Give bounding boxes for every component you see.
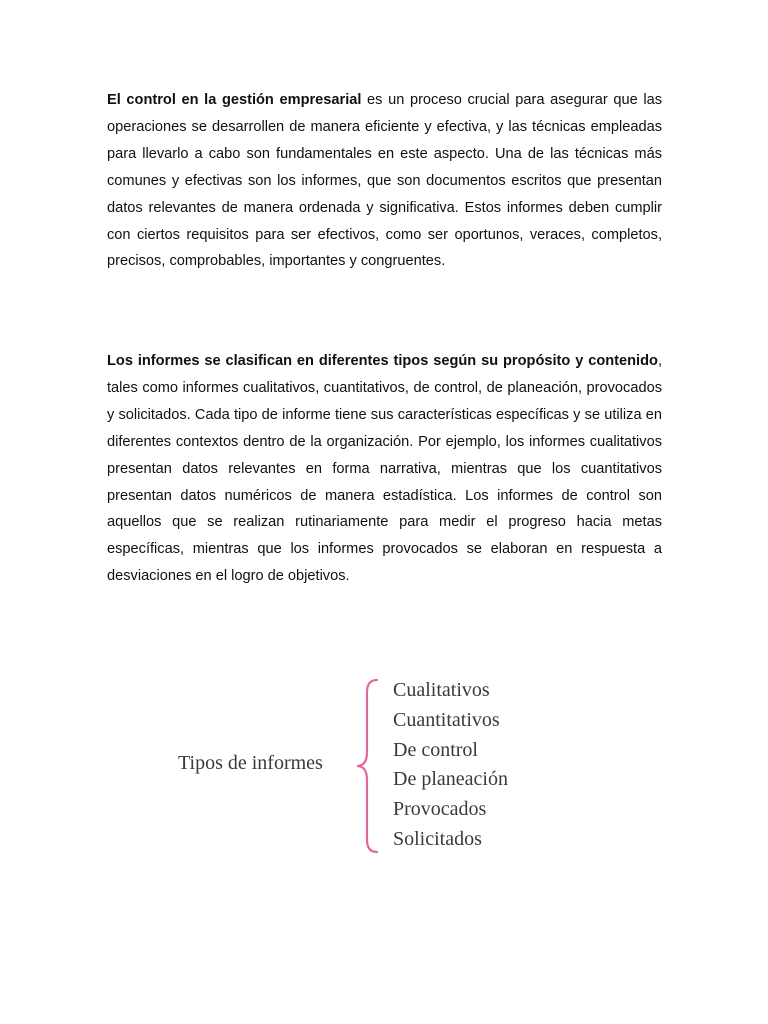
diagram-item-list xyxy=(393,676,508,855)
paragraph-control-gestion xyxy=(107,87,662,275)
paragraph-lead-bold: El control en la gestión empresarial xyxy=(107,92,362,108)
diagram-item-provocados: Provocados xyxy=(393,798,487,821)
diagram-item-de-planeacion: De planeación xyxy=(393,768,508,791)
curly-brace-icon xyxy=(353,678,383,854)
diagram-item-cualitativos: Cualitativos xyxy=(393,679,490,701)
tipos-informes-diagram xyxy=(150,670,570,860)
paragraph-body: , tales como informes cualitativos, cuantitativos, de control, de planeación, provocados y solicitados. Cada tipo de informe tiene sus características específicas y se utiliza en diferentes contextos dentro de la organización. Por ejemplo, los informes cualitativos presentan datos relevantes en forma narrativa, mientras que los cuantitativos presentan datos numéricos de manera estadística. Los informes de control son aquellos que se realizan rutinariamente para medir el progreso hacia metas específicas, mientras que los informes provocados se elaboran en respuesta a desviaciones en el logro de objetivos. xyxy=(107,353,662,585)
paragraph-lead-bold: Los informes se clasifican en diferentes tipos según su propósito y contenido xyxy=(107,353,658,369)
paragraph-body: es un proceso crucial para asegurar que las operaciones se desarrollen de manera eficiente y efectiva, y las técnicas empleadas para llevarlo a cabo son fundamentales en este aspecto. Una de las técnicas más comunes y efectivas son los informes, que son documentos escritos que presentan datos relevantes de manera ordenada y significativa. Estos informes deben cumplir con ciertos requisitos para ser efectivos, como ser oportunos, veraces, completos, precisos, comprobables, importantes y congruentes. xyxy=(107,92,662,270)
diagram-item-cuantitativos: Cuantitativos xyxy=(393,708,500,731)
diagram-item-de-control: De control xyxy=(393,738,478,761)
paragraph-tipos-informes xyxy=(107,348,662,590)
diagram-item-solicitados: Solicitados xyxy=(393,827,482,850)
diagram-title: Tipos de informes xyxy=(178,752,323,774)
